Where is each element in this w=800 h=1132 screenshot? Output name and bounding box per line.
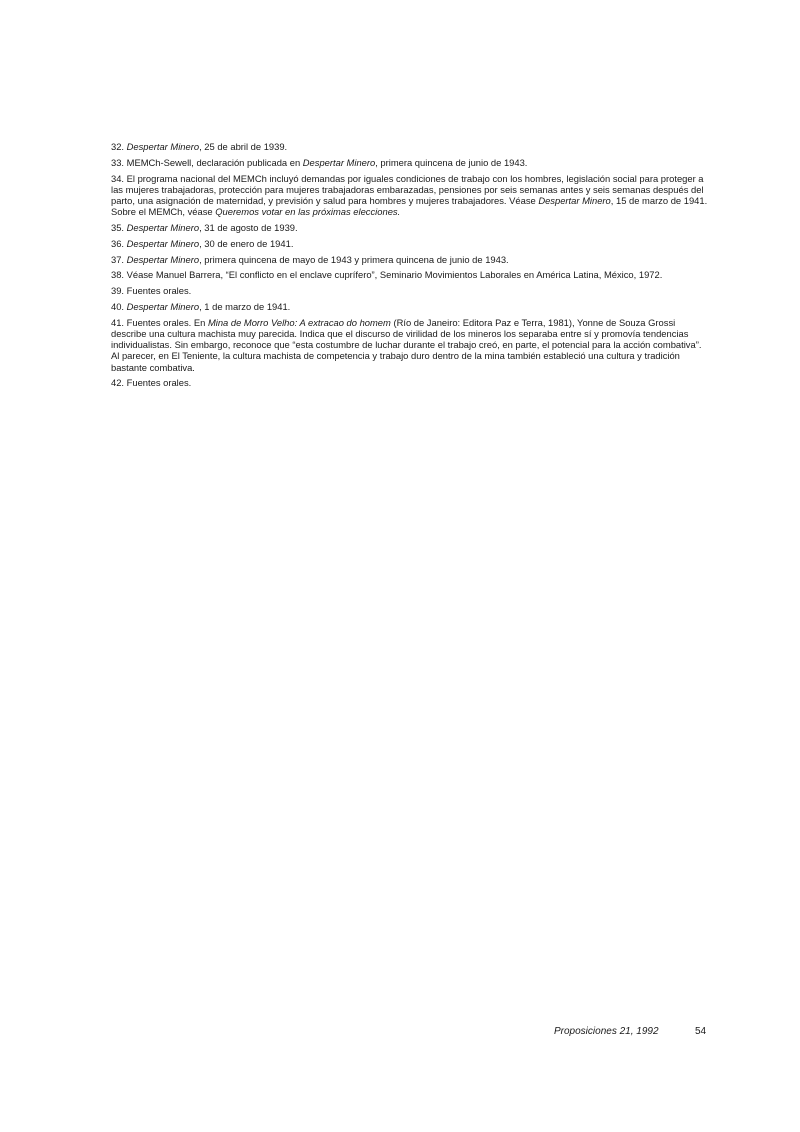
footnote-text: 35. bbox=[111, 222, 127, 233]
footnote-text: , primera quincena de mayo de 1943 y primera quincena de junio de 1943. bbox=[199, 253, 509, 265]
publication-title: Despertar Minero bbox=[302, 156, 376, 168]
footnote-text: 40. bbox=[111, 300, 127, 312]
publication-title: Despertar Minero bbox=[126, 300, 200, 312]
publication-title: Despertar Minero bbox=[126, 237, 200, 249]
footnote-text: 38. Véase Manuel Barrera, “El conflicto en el enclave cuprífero”, Seminario Movimientos Laborales en América Latina, México, 1972. bbox=[111, 269, 663, 281]
publication-title: Mina de Morro Velho: A extracao do homem bbox=[207, 316, 391, 328]
footnote bbox=[111, 254, 711, 265]
footnote-text: 39. Fuentes orales. bbox=[111, 285, 192, 297]
footnote-text: (Río de Janeiro: Editora Paz e Terra, 1981), Yonne de Souza Grossi describe una cultura machista muy parecida. Indica que el discurso de virilidad de los mineros los separaba entre sí y promovía tendencias individualistas. Sin embargo, reconoce que “esta costumbre de luchar durante el trabajo creó, en parte, el potencial para la acción combativa”. Al parecer, en El Teniente, la cultura machista de competencia y trabajo duro dentro de la mina también estableció una cultura y tradición bastante combativa. bbox=[111, 316, 702, 373]
footnote bbox=[111, 269, 711, 280]
publication-title: Despertar Minero bbox=[126, 222, 200, 233]
footnote-text: , primera quincena de junio de 1943. bbox=[375, 156, 528, 168]
footnote bbox=[111, 377, 711, 388]
footnotes-list bbox=[111, 141, 711, 393]
footnote bbox=[111, 222, 711, 233]
page-footer bbox=[0, 1026, 800, 1040]
footnote bbox=[111, 285, 711, 296]
footnote-text: 34. El programa nacional del MEMCh incluyó demandas por iguales condiciones de trabajo con los hombres, legislación social para proteger a las mujeres trabajadoras, protección para mujeres trabajadoras embarazadas, pensiones por seis semanas antes y seis semanas después del parto, una asignación de maternidad, y previsión y salud para hombres y mujeres trabajadores. Véase bbox=[111, 172, 704, 206]
footnote-text: 36. bbox=[111, 237, 127, 249]
footnote bbox=[111, 173, 711, 218]
footnote bbox=[111, 157, 711, 168]
publication-title: Despertar Minero bbox=[126, 253, 200, 265]
footnote-text: 37. bbox=[111, 253, 127, 265]
footnote-text: 42. Fuentes orales. bbox=[111, 377, 192, 389]
footnote-text: , 30 de enero de 1941. bbox=[199, 237, 294, 249]
footnote bbox=[111, 317, 711, 373]
publication-title: Queremos votar en las próximas elecciones. bbox=[215, 206, 401, 218]
footnote-text: , 15 de marzo de 1941. Sobre el MEMCh, véase bbox=[111, 195, 708, 218]
footnote bbox=[111, 301, 711, 312]
footnote-text: , 31 de agosto de 1939. bbox=[199, 222, 298, 233]
footnote-text: , 25 de abril de 1939. bbox=[199, 141, 288, 152]
footnote-text: 32. bbox=[111, 141, 127, 152]
footnote bbox=[111, 238, 711, 249]
footnote-text: 41. Fuentes orales. En bbox=[111, 316, 208, 328]
publication-title: Despertar Minero bbox=[538, 195, 611, 206]
footnote bbox=[111, 141, 711, 152]
page-number: 54 bbox=[695, 1026, 707, 1037]
publication-title: Despertar Minero bbox=[126, 141, 200, 152]
journal-citation: Proposiciones 21, 1992 bbox=[554, 1026, 659, 1037]
footnote-text: 33. MEMCh-Sewell, declaración publicada en bbox=[111, 156, 303, 168]
footnote-text: , 1 de marzo de 1941. bbox=[199, 300, 291, 312]
